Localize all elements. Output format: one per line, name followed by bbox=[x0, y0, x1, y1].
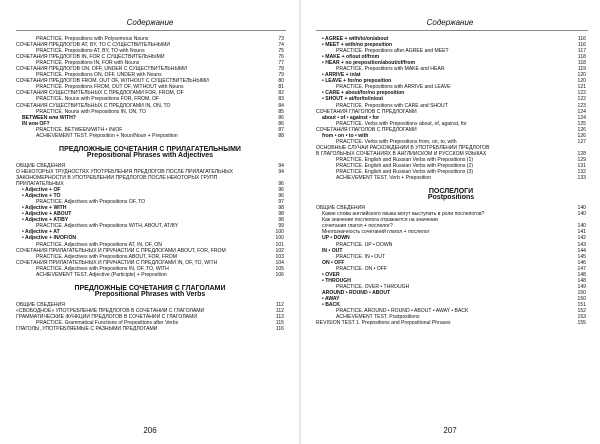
toc-entry-page: 96 bbox=[278, 181, 284, 188]
toc-entry-page: 119 bbox=[577, 66, 586, 73]
toc-entry-title: PRACTICE. English and Russian Verbs with Prepositions (3) bbox=[336, 169, 474, 176]
toc-entry-page: 140 bbox=[577, 211, 586, 218]
toc-entry-page: 146 bbox=[577, 259, 586, 266]
toc-entry-title: «СВОБОДНОЕ» УПОТРЕБЛЕНИЕ ПРЕДЛОГОВ В СОЧЕТАНИИ С ГЛАГОЛАМИ bbox=[16, 307, 205, 314]
toc-entry-title: СОЧЕТАНИЯ ГЛАГОЛОВ С ПРЕДЛОГАМИ bbox=[316, 126, 417, 133]
toc-entry-title: PRACTICE. ON • OFF bbox=[336, 265, 388, 272]
toc-entry-title: PRACTICE. OVER • THROUGH bbox=[336, 283, 410, 290]
toc-entry-page: 116 bbox=[275, 326, 284, 333]
toc-entry-page: 86 bbox=[278, 120, 284, 127]
toc-entry-title: • Adjective + OF bbox=[22, 187, 61, 194]
toc-entry-title: from • on • to • with bbox=[322, 132, 369, 139]
toc-entry-title: • HEAR + no preposition/about/of/from bbox=[322, 60, 416, 67]
toc-block-bot bbox=[316, 205, 586, 326]
toc-entry-title: • Adjective + WITH bbox=[22, 205, 67, 212]
toc-entry-page: 120 bbox=[577, 72, 586, 79]
toc-entry-page: 102 bbox=[275, 247, 284, 254]
toc-entry-page: 98 bbox=[278, 205, 284, 212]
toc-entry-title: О НЕКОТОРЫХ ТРУДНОСТЯХ УПОТРЕБЛЕНИЯ ПРЕДЛОГОВ ПОСЛЕ ПРИЛАГАТЕЛЬНЫХ bbox=[16, 168, 234, 175]
toc-entry-title: PRACTICE. Prepositions with MAKE and HEAR bbox=[336, 66, 445, 73]
toc-entry-title: • AGREE + with/to/on/about bbox=[322, 36, 389, 42]
toc-entry-title: PRACTICE. Nouns with Prepositions IN, ON, TO bbox=[36, 108, 146, 115]
toc-entry-title: ОБЩИЕ СВЕДЕНИЯ bbox=[16, 301, 65, 308]
toc-entry bbox=[16, 133, 284, 139]
toc-entry-title: • CARE + about/for/no preposition bbox=[322, 90, 405, 97]
toc-block-bot bbox=[16, 302, 284, 332]
toc-entry-page: 84 bbox=[278, 102, 284, 109]
section-heading bbox=[16, 286, 284, 298]
toc-entry-title: PRACTICE. BETWEEN/WITH • IN/OF bbox=[36, 126, 123, 133]
toc-entry-page: 145 bbox=[577, 253, 586, 260]
toc-entry-page: 94 bbox=[278, 162, 284, 169]
toc-entry-title: • Adjective + AT/BY bbox=[22, 217, 69, 224]
toc-entry-title: PRACTICE. Prepositions with ARRIVE and LEAVE bbox=[336, 84, 451, 91]
toc-entry-title: PRACTICE. Adjectives with Prepositions IN, OF, TO, WITH bbox=[36, 265, 169, 272]
toc-entry-title: СОЧЕТАНИЯ СУЩЕСТВИТЕЛЬНЫХ С ПРЕДЛОГАМИ FOR, FROM, OF bbox=[16, 90, 184, 97]
toc-entry-page: 112 bbox=[275, 307, 284, 314]
toc-entry-page: 115 bbox=[275, 320, 284, 327]
toc-entry-page: 97 bbox=[278, 199, 284, 206]
toc-entry-title: PRACTICE. Prepositions AT, BY, TO with Nouns bbox=[36, 48, 145, 55]
toc-entry-title: ГРАММАТИЧЕСКИЕ ФУНКЦИИ ПРЕДЛОГОВ В СОЧЕТАНИИ С ГЛАГОЛАМИ bbox=[16, 313, 197, 320]
toc-entry-title: СОЧЕТАНИЯ ГЛАГОЛОВ С ПРЕДЛОГАМИ bbox=[316, 108, 417, 115]
toc-entry-title: сочетания глагол + послелог? bbox=[322, 223, 393, 230]
toc-entry-page: 149 bbox=[577, 283, 586, 290]
toc-entry-page: 148 bbox=[577, 277, 586, 284]
toc-entry-title: • THROUGH bbox=[322, 277, 351, 284]
toc-entry-title: UP • DOWN bbox=[322, 235, 350, 242]
toc-entry-title: • BACK bbox=[322, 301, 340, 308]
toc-entry-page: 117 bbox=[577, 48, 586, 55]
toc-entry-title: ПРИЛАГАТЕЛЬНЫХ bbox=[16, 181, 64, 188]
toc-entry-title: Как значение послелога отражается на значении bbox=[322, 217, 438, 224]
toc-entry-title: PRACTICE. Grammatical Functions of Prepositions after Verbs bbox=[36, 320, 179, 327]
toc-entry-title: PRACTICE. Prepositions IN, FOR with Nouns bbox=[36, 60, 140, 67]
toc-entry-title: • Adjective + ABOUT bbox=[22, 211, 72, 218]
toc-entry-page: 88 bbox=[278, 132, 284, 139]
toc-entry-page: 116 bbox=[577, 36, 586, 42]
toc-entry-title: PRACTICE. Prepositions ON, OFF, UNDER with Nouns bbox=[36, 72, 162, 79]
toc-entry-page: 105 bbox=[275, 265, 284, 272]
toc-entry-title: ON • OFF bbox=[322, 259, 345, 266]
toc-block-top bbox=[16, 36, 284, 139]
toc-entry-title: • ARRIVE + in/at bbox=[322, 72, 361, 79]
toc-entry-page: 86 bbox=[278, 114, 284, 121]
toc-entry-title: PRACTICE. English and Russian Verbs with Prepositions (2) bbox=[336, 162, 474, 169]
toc-entry-title: ЗАКОНОМЕРНОСТИ В УПОТРЕБЛЕНИИ ПРЕДЛОГОВ ПОСЛЕ НЕКОТОРЫХ ГРУПП bbox=[16, 174, 218, 181]
toc-entry-page: 122 bbox=[577, 90, 586, 97]
toc-block-mid bbox=[16, 163, 284, 278]
toc-entry-page: 106 bbox=[275, 271, 284, 278]
toc-entry-title: REVISION TEST 1. Prepositions and Prepositional Phrases bbox=[316, 320, 451, 327]
section-title-ru: ПРЕДЛОЖНЫЕ СОЧЕТАНИЯ С ГЛАГОЛАМИ bbox=[74, 284, 226, 292]
toc-entry-page: 152 bbox=[577, 308, 586, 315]
toc-entry-page: 133 bbox=[577, 175, 586, 182]
toc-entry-title: PRACTICE. UP • DOWN bbox=[336, 241, 393, 248]
toc-entry-page: 113 bbox=[275, 313, 284, 320]
toc-entry-page: 143 bbox=[577, 241, 586, 248]
toc-entry-page: 78 bbox=[278, 66, 284, 73]
toc-entry-page: 129 bbox=[577, 156, 586, 163]
page-number: 206 bbox=[143, 426, 157, 435]
toc-entry-page: 83 bbox=[278, 96, 284, 103]
toc-entry-page: 75 bbox=[278, 48, 284, 55]
toc-entry-page: 100 bbox=[275, 235, 284, 242]
toc-entry-page: 79 bbox=[278, 72, 284, 79]
toc-entry-title: ОБЩИЕ СВЕДЕНИЯ bbox=[316, 205, 365, 212]
section-title-en: Prepositional Phrases with Verbs bbox=[94, 290, 206, 298]
toc-entry-title: PRACTICE. Nouns with Prepositions FOR, FROM, OF bbox=[36, 96, 160, 103]
header-rule bbox=[16, 30, 286, 31]
toc-entry-page: 98 bbox=[278, 211, 284, 218]
toc-entry-page: 77 bbox=[278, 60, 284, 67]
toc-entry-title: PRACTICE. Prepositions with CARE and SHOUT bbox=[336, 102, 448, 109]
toc-entry-page: 104 bbox=[275, 259, 284, 266]
right-page bbox=[300, 0, 600, 444]
toc-entry-page: 100 bbox=[275, 229, 284, 236]
toc-entry-page: 96 bbox=[278, 193, 284, 200]
toc-entry-title: PRACTICE. Verbs with Prepositions about, of, against, for bbox=[336, 120, 467, 127]
toc-entry-page: 76 bbox=[278, 54, 284, 61]
toc-entry-page: 150 bbox=[577, 289, 586, 296]
toc-entry-title: СОЧЕТАНИЯ ПРЕДЛОГОВ FROM, OUT OF, WITHOUT С СУЩЕСТВИТЕЛЬНЫМИ bbox=[16, 78, 209, 85]
toc-entry-page: 126 bbox=[577, 126, 586, 133]
toc-entry-page: 103 bbox=[275, 253, 284, 260]
toc-entry-page: 124 bbox=[577, 108, 586, 115]
toc-entry-page: 155 bbox=[577, 320, 586, 327]
toc-entry-page: 140 bbox=[577, 205, 586, 212]
section-title-ru: ПОСЛЕЛОГИ bbox=[428, 188, 474, 196]
toc-entry-page: 80 bbox=[278, 78, 284, 85]
toc-entry-page: 118 bbox=[577, 54, 586, 61]
toc-entry-title: ОБЩИЕ СВЕДЕНИЯ bbox=[16, 162, 65, 169]
toc-entry-title: ACHIEVEMENT TEST. Adjective (Participle) + Preposition bbox=[36, 271, 167, 278]
toc-entry-page: 118 bbox=[577, 60, 586, 67]
toc-entry-page: 94 bbox=[278, 168, 284, 175]
toc-entry bbox=[16, 272, 284, 278]
section-heading bbox=[316, 189, 586, 201]
toc-entry-page: 87 bbox=[278, 126, 284, 133]
toc-entry-page: 147 bbox=[577, 265, 586, 272]
toc-entry-title: СОЧЕТАНИЯ ПРЕДЛОГОВ ON, OFF, UNDER С СУЩЕСТВИТЕЛЬНЫМИ bbox=[16, 66, 187, 73]
toc-entry-title: • OVER bbox=[322, 271, 340, 278]
toc-entry-title: PRACTICE. Adjectives with Prepositions AT, IN, OF, ON bbox=[36, 241, 162, 248]
toc-entry-title: СОЧЕТАНИЯ ПРИЛАГАТЕЛЬНЫХ И ПРИЧАСТИЙ С ПРЕДЛОГАМИ ABOUT, FOR, FROM bbox=[16, 247, 226, 254]
toc-entry-title: PRACTICE. Adjectives with Prepositions ABOUT, FOR, FROM bbox=[36, 253, 177, 260]
toc-entry-page: 131 bbox=[577, 162, 586, 169]
toc-entry-page: 151 bbox=[577, 301, 586, 308]
header-rule bbox=[316, 30, 588, 31]
section-heading bbox=[16, 147, 284, 159]
toc-right bbox=[316, 36, 586, 326]
running-header: Содержание bbox=[426, 18, 474, 27]
toc-entry-title: PRACTICE. Prepositions after AGREE and MEET bbox=[336, 48, 449, 55]
toc-entry-page: 122 bbox=[577, 96, 586, 103]
toc-entry-title: PRACTICE. Verbs with Prepositions from, on, to, with bbox=[336, 138, 457, 145]
toc-entry-title: • Adjective + TO bbox=[22, 193, 61, 200]
page-number: 207 bbox=[443, 426, 457, 435]
toc-entry-title: PRACTICE. Prepositions FROM, OUT OF, WITHOUT with Nouns bbox=[36, 84, 184, 91]
toc-entry-title: BETWEEN или WITH? bbox=[22, 114, 76, 121]
toc-left bbox=[16, 36, 284, 332]
toc-entry-title: ACHIEVEMENT TEST. Preposition + Noun/Noun + Preposition bbox=[36, 132, 178, 139]
toc-entry-page: 81 bbox=[278, 84, 284, 91]
toc-entry-page: 123 bbox=[577, 102, 586, 109]
toc-entry-page: 153 bbox=[577, 314, 586, 321]
toc-entry-title: ACHIEVEMENT TEST. Postpositions bbox=[336, 314, 420, 321]
toc-entry-title: PRACTICE. Adjectives with Prepositions WITH, ABOUT, AT/BY bbox=[36, 223, 179, 230]
toc-entry bbox=[316, 175, 586, 181]
toc-entry-title: • MAKE + of/out of/from bbox=[322, 54, 380, 61]
toc-entry-page: 148 bbox=[577, 271, 586, 278]
toc-entry-title: PRACTICE. AROUND • ROUND • ABOUT • AWAY • BACK bbox=[336, 308, 469, 315]
toc-entry-page: 98 bbox=[278, 217, 284, 224]
toc-entry-page: 132 bbox=[577, 169, 586, 176]
toc-block-top bbox=[316, 36, 586, 181]
toc-entry-title: Многозначность сочетаний глагол + послелог bbox=[322, 229, 430, 236]
toc-entry-page: 101 bbox=[275, 241, 284, 248]
toc-entry-title: • LEAVE + for/no preposition bbox=[322, 78, 392, 85]
toc-entry-page: 96 bbox=[278, 187, 284, 194]
toc-entry-title: • Adjective + AT bbox=[22, 229, 60, 236]
toc-entry-title: PRACTICE. Prepositions with Polysemous Nouns bbox=[36, 36, 149, 42]
toc-entry-title: • SHOUT + at/for/to/in/out bbox=[322, 96, 384, 103]
toc-entry-page: 141 bbox=[577, 229, 586, 236]
toc-entry-title: СОЧЕТАНИЯ ПРИЛАГАТЕЛЬНЫХ И ПРИЧАСТИЙ С ПРЕДЛОГАМИ IN, OF, TO, WITH bbox=[16, 259, 218, 266]
toc-entry bbox=[316, 320, 586, 326]
toc-entry bbox=[16, 326, 284, 332]
section-title-en: Prepositional Phrases with Adjectives bbox=[86, 151, 214, 159]
toc-entry-page: 144 bbox=[577, 247, 586, 254]
toc-entry-title: PRACTICE. IN • OUT bbox=[336, 253, 386, 260]
toc-entry-page: 140 bbox=[577, 223, 586, 230]
toc-entry-title: • MEET + with/no preposition bbox=[322, 42, 393, 49]
toc-entry-page: 99 bbox=[278, 223, 284, 230]
toc-entry-page: 142 bbox=[577, 235, 586, 242]
toc-entry-page: 127 bbox=[577, 138, 586, 145]
toc-entry-page: 82 bbox=[278, 90, 284, 97]
toc-entry-page: 74 bbox=[278, 42, 284, 49]
toc-entry-page: 116 bbox=[577, 42, 586, 49]
toc-entry-page: 73 bbox=[278, 36, 284, 42]
toc-entry-page: 121 bbox=[577, 84, 586, 91]
running-header: Содержание bbox=[126, 18, 174, 27]
toc-entry-title: СОЧЕТАНИЯ ПРЕДЛОГОВ AT, BY, TO С СУЩЕСТВИТЕЛЬНЫМИ bbox=[16, 42, 171, 49]
toc-entry-title: Какие слова английского языка могут выступать в роли послелогов? bbox=[322, 211, 485, 218]
toc-entry-title: СОЧЕТАНИЯ СУЩЕСТВИТЕЛЬНЫХ С ПРЕДЛОГАМИ IN, ON, TO bbox=[16, 102, 171, 109]
toc-entry-title: AROUND • ROUND • ABOUT bbox=[322, 289, 391, 296]
toc-entry-page: 128 bbox=[577, 150, 586, 157]
toc-entry-page: 112 bbox=[275, 301, 284, 308]
toc-entry-title: СОЧЕТАНИЯ ПРЕДЛОГОВ IN, FOR С СУЩЕСТВИТЕЛЬНЫМИ bbox=[16, 54, 165, 61]
toc-entry-title: В ГЛАГОЛЬНЫХ СОЧЕТАНИЯХ В АНГЛИЙСКОМ И РУССКОМ ЯЗЫКАХ bbox=[316, 150, 487, 157]
toc-entry-title: • AWAY bbox=[322, 295, 340, 302]
toc-entry-page: 120 bbox=[577, 78, 586, 85]
toc-entry-page: 124 bbox=[577, 114, 586, 121]
toc-entry-title: PRACTICE. Adjectives with Prepositions OF, TO bbox=[36, 199, 146, 206]
toc-entry-title: • Adjective + IN/OF/ON bbox=[22, 235, 77, 242]
toc-entry-title: ACHIEVEMENT TEST. Verb + Preposition bbox=[336, 175, 432, 182]
toc-entry-title: IN • OUT bbox=[322, 247, 343, 254]
toc-entry-page: 126 bbox=[577, 132, 586, 139]
toc-entry-page: 150 bbox=[577, 295, 586, 302]
toc-entry-title: IN или OF? bbox=[22, 120, 50, 127]
toc-entry-title: PRACTICE. English and Russian Verbs with Prepositions (1) bbox=[336, 156, 474, 163]
section-title-ru: ПРЕДЛОЖНЫЕ СОЧЕТАНИЯ С ПРИЛАГАТЕЛЬНЫМИ bbox=[59, 145, 241, 153]
toc-entry-title: about • of • against • for bbox=[322, 114, 380, 121]
toc-entry-title: ОСНОВНЫЕ СЛУЧАИ РАСХОЖДЕНИЙ В УПОТРЕБЛЕНИИ ПРЕДЛОГОВ bbox=[316, 144, 490, 151]
section-title-en: Postpositions bbox=[427, 194, 475, 202]
toc-entry-page: 125 bbox=[577, 120, 586, 127]
toc-entry-title: ГЛАГОЛЫ, УПОТРЕБЛЯЕМЫЕ С РАЗНЫМИ ПРЕДЛОГАМИ bbox=[16, 326, 158, 333]
toc-entry-page: 85 bbox=[278, 108, 284, 115]
